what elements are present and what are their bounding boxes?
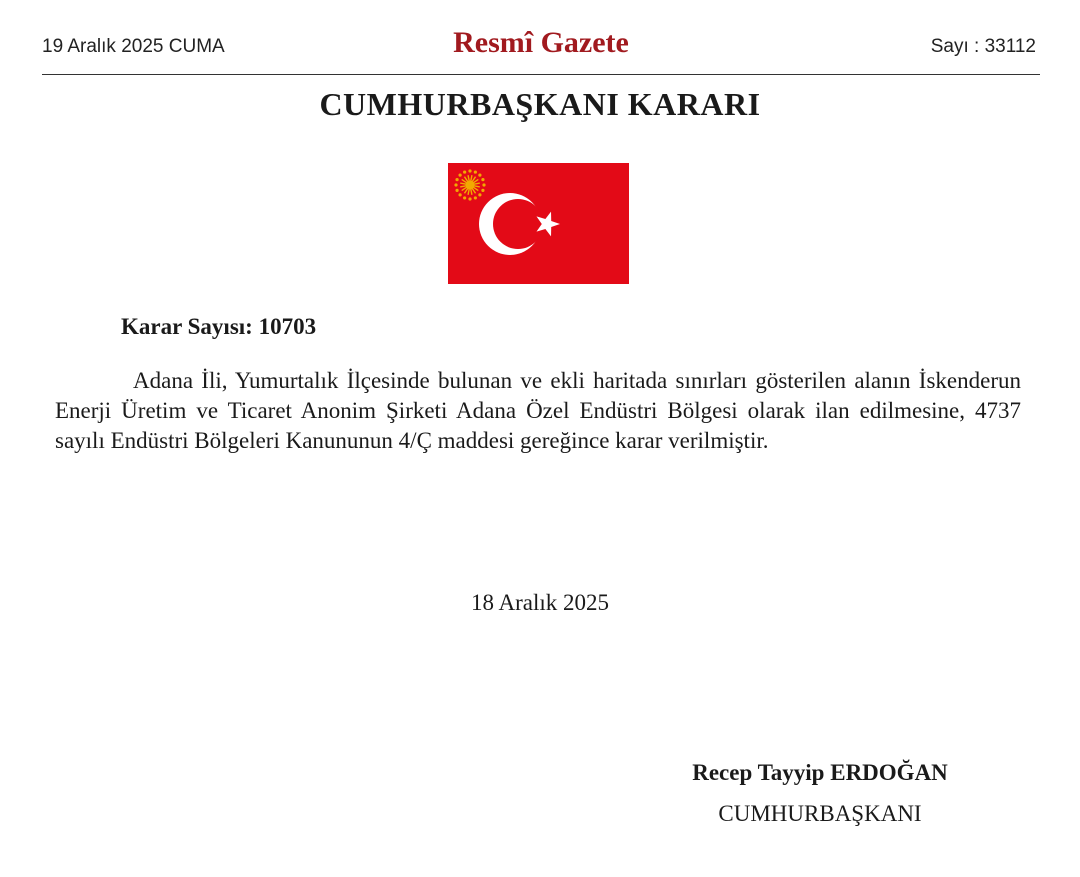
signer-title: CUMHURBAŞKANI bbox=[718, 801, 922, 826]
seal-star-icon bbox=[481, 189, 484, 192]
seal-star-icon bbox=[454, 183, 457, 186]
seal-star-icon bbox=[463, 196, 466, 199]
decree-body: Adana İli, Yumurtalık İlçesinde bulunan ve ekli haritada sınırları gösterilen alanın İskenderun Enerji Üretim ve Ticaret Anonim Şirketi Adana Özel Endüstri Bölgesi olarak ilan edilmesine, 4737 sayılı Endüstri Bölgeleri Kanununun 4/Ç maddesi gereğince karar verilmiştir. bbox=[55, 368, 1021, 453]
decree-date: 18 Aralık 2025 bbox=[471, 590, 609, 615]
turkish-flag-icon bbox=[448, 163, 629, 284]
seal-star-icon bbox=[459, 174, 462, 177]
seal-star-icon bbox=[455, 178, 458, 181]
seal-star-icon bbox=[455, 189, 458, 192]
flag-graphic bbox=[448, 163, 629, 284]
seal-star-icon bbox=[478, 174, 481, 177]
decision-number: Karar Sayısı: 10703 bbox=[121, 314, 317, 339]
seal-star-icon bbox=[468, 197, 471, 200]
seal-star-icon bbox=[478, 193, 481, 196]
seal-star-icon bbox=[474, 170, 477, 173]
seal-star-icon bbox=[481, 178, 484, 181]
seal-star-icon bbox=[482, 183, 485, 186]
issue-number: Sayı : 33112 bbox=[930, 36, 1036, 57]
seal-star-icon bbox=[463, 170, 466, 173]
seal-star-icon bbox=[474, 196, 477, 199]
seal-star-icon bbox=[459, 193, 462, 196]
issue-date: 19 Aralık 2025 CUMA bbox=[42, 36, 225, 57]
gazette-header bbox=[42, 28, 1040, 75]
seal-star-icon bbox=[468, 169, 471, 172]
gazette-title: Resmî Gazete bbox=[453, 26, 629, 59]
signer-name: Recep Tayyip ERDOĞAN bbox=[692, 760, 948, 785]
decree-title: CUMHURBAŞKANI KARARI bbox=[319, 86, 761, 122]
